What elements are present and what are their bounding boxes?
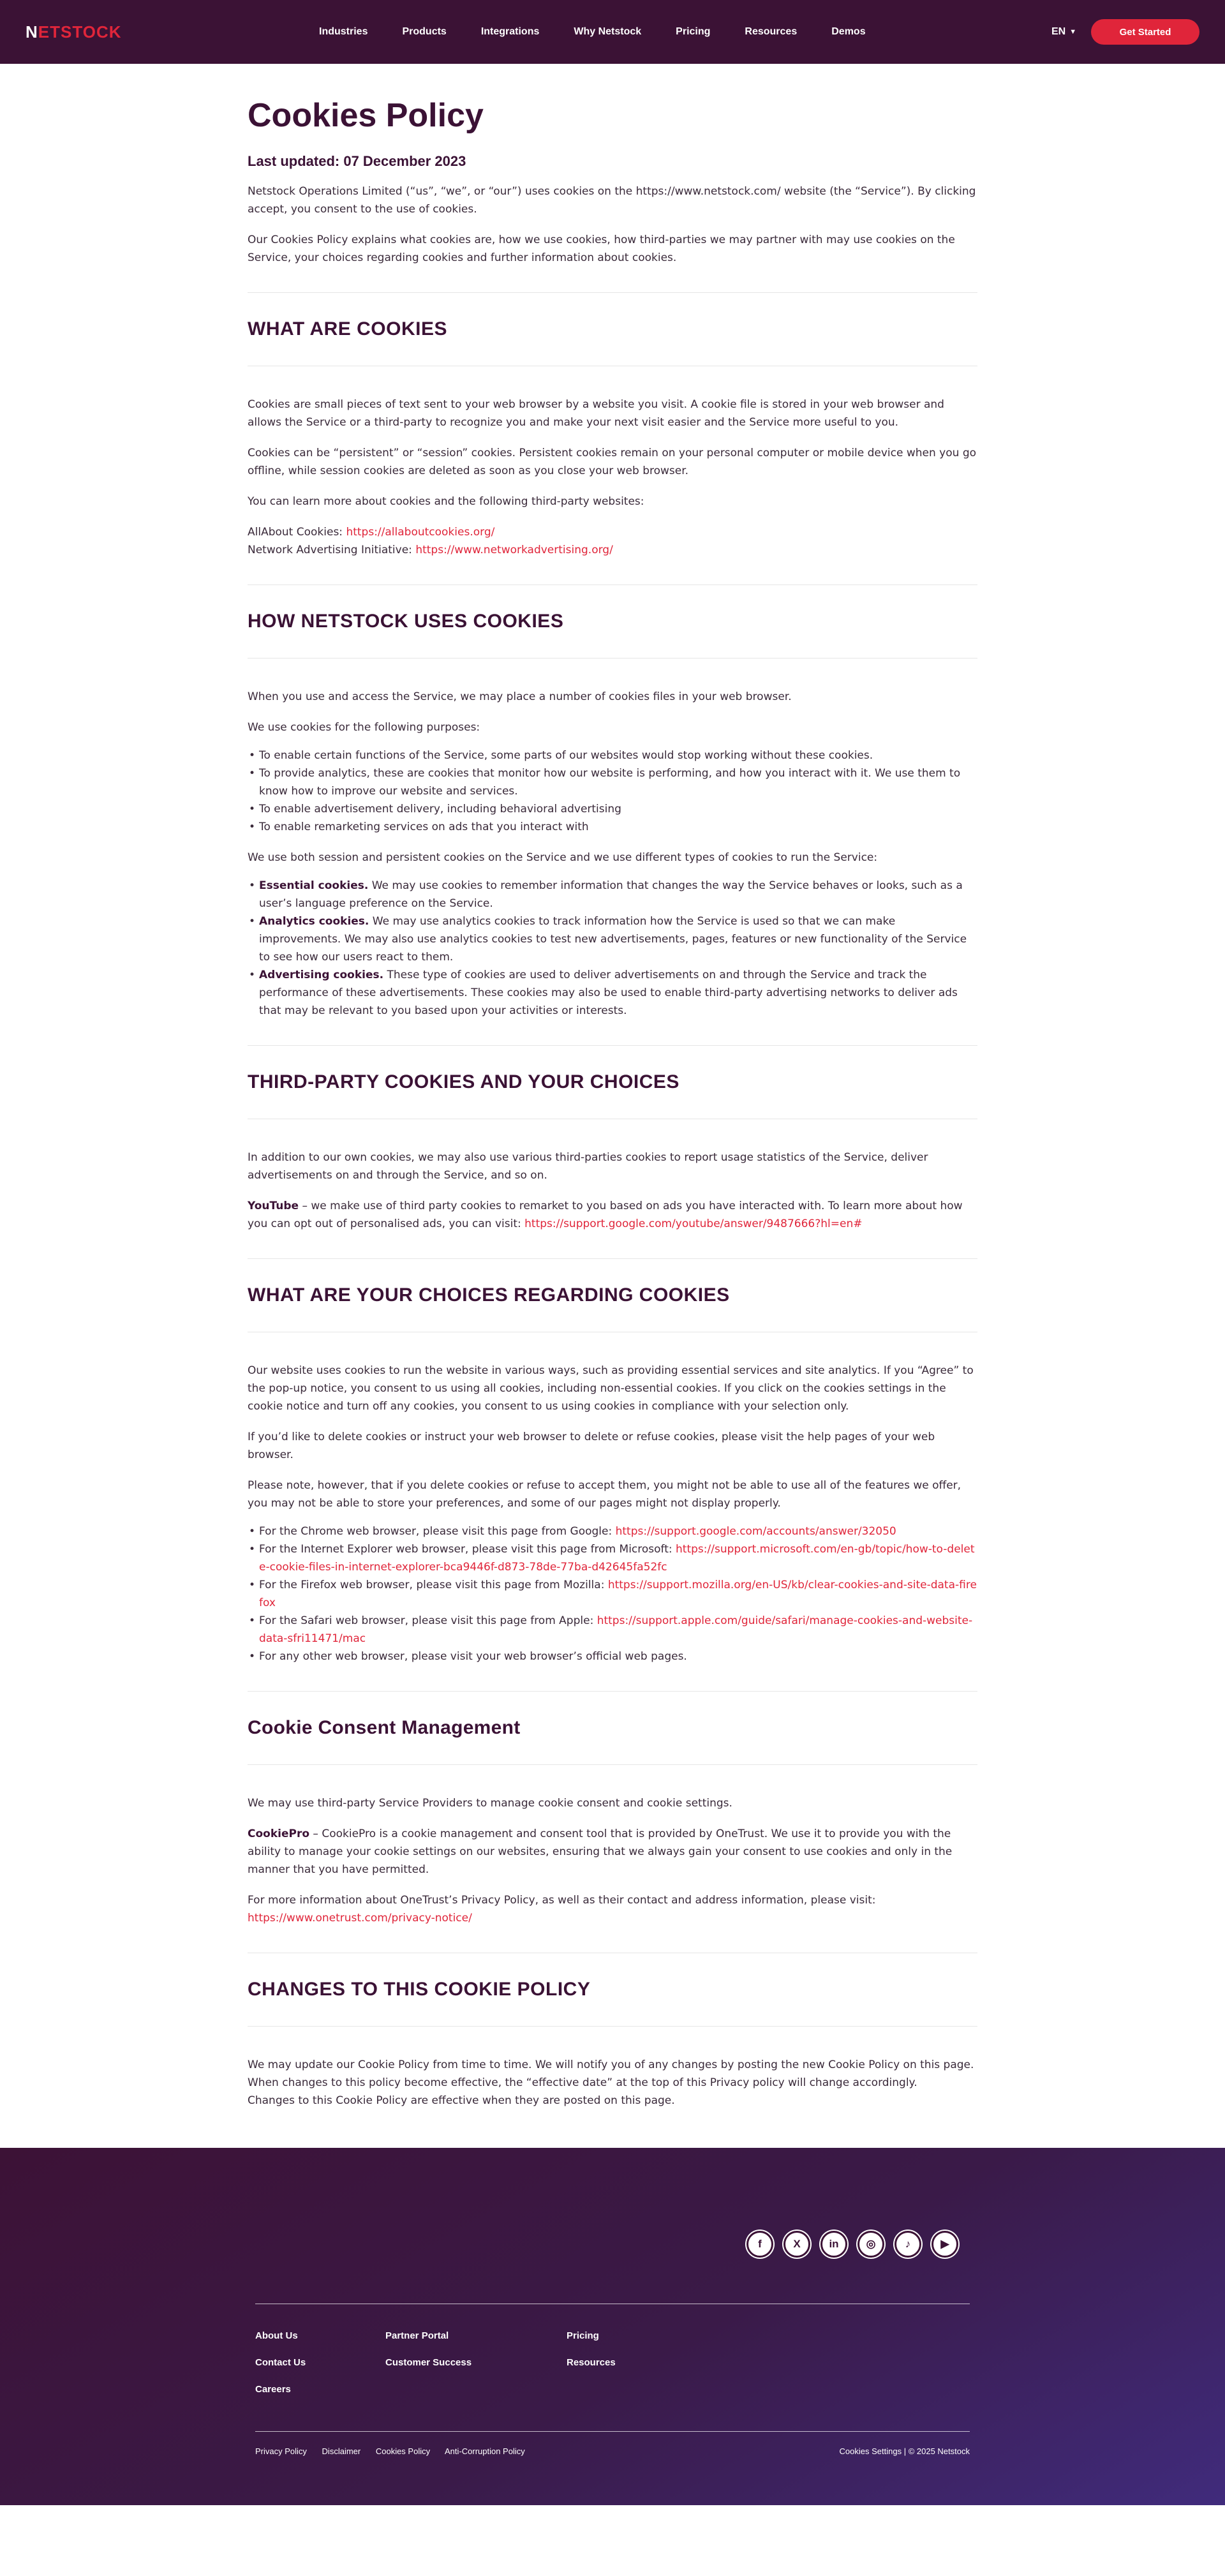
nav-why-netstock[interactable]: Why Netstock [574,26,642,37]
divider [248,1691,977,1692]
footer-partner-portal[interactable]: Partner Portal [385,2330,449,2342]
list-item: • To enable advertisement delivery, including behavioral advertising [259,800,977,818]
footer-divider [255,2431,970,2432]
purposes-list [248,747,977,836]
nav-pricing[interactable]: Pricing [676,26,711,37]
x-icon[interactable]: X [783,2231,810,2258]
cookies-policy-content [248,64,977,2148]
changes-line-2: When changes to this policy become effective, the “effective date” at the top of this Privacy policy will change accordingly. [248,2076,917,2090]
footer-disclaimer[interactable]: Disclaimer [322,2446,361,2457]
nai-label: Network Advertising Initiative: [248,544,416,557]
consent-p1: We may use third-party Service Providers to manage cookie consent and cookie settings. [248,1797,732,1810]
divider [248,2026,977,2027]
what-are-p3: You can learn more about cookies and the following third-party websites: [248,495,644,509]
tiktok-icon[interactable]: ♪ [895,2231,921,2258]
linkedin-icon[interactable]: in [820,2231,847,2258]
section-heading-changes: CHANGES TO THIS COOKIE POLICY [248,1979,591,2000]
footer-cookies-policy[interactable]: Cookies Policy [375,2446,431,2457]
section-heading-consent: Cookie Consent Management [248,1717,521,1739]
get-started-button[interactable]: Get Started [1091,19,1199,45]
firefox-text: For the Firefox web browser, please visit this page from Mozilla: [259,1579,608,1592]
firefox-link[interactable]: https://support.mozilla.org/en-US/kb/clear-cookies-and-site-data-firefox [259,1579,977,1610]
social-links [746,2231,958,2258]
advertising-term: Advertising cookies. [259,969,384,982]
changes-paragraph [248,2056,977,2110]
safari-text: For the Safari web browser, please visit this page from Apple: [259,1614,597,1628]
youtube-icon[interactable]: ▶ [932,2231,958,2258]
list-item [259,912,977,966]
third-party-links [248,523,977,559]
footer-customer-success[interactable]: Customer Success [385,2357,472,2369]
footer-pricing[interactable]: Pricing [567,2330,599,2342]
footer-anti-corruption[interactable]: Anti-Corruption Policy [445,2446,525,2457]
choices-p3: Please note, however, that if you delete cookies or refuse to accept them, you might not be able to use all of the features we offer, you may not be able to store your preferences, and some of our pages might not display properly. [248,1479,961,1510]
intro-paragraph-2: Our Cookies Policy explains what cookies are, how we use cookies, how third-parties we may partner with may use cookies on the Service, your choices regarding cookies and further information about cookies. [248,234,955,265]
footer-contact-us[interactable]: Contact Us [255,2357,306,2369]
section-heading-third-party: THIRD-PARTY COOKIES AND YOUR CHOICES [248,1071,679,1093]
nav-integrations[interactable]: Integrations [480,26,540,37]
choices-p1: Our website uses cookies to run the website in various ways, such as providing essential services and site analytics. If you “Agree” to the pop-up notice, you consent to us using all cookies, including non-essential cookies. If you click on the cookies settings in the cookie notice and turn off any cookies, you consent to us using cookies in compliance with your selection only. [248,1364,974,1413]
onetrust-text: For more information about OneTrust’s Privacy Policy, as well as their contact and address information, please visit: [248,1894,876,1907]
divider [248,584,977,585]
language-selector[interactable] [1051,26,1076,38]
section-heading-choices: WHAT ARE YOUR CHOICES REGARDING COOKIES [248,1284,730,1306]
browser-list [248,1523,977,1665]
divider [248,658,977,659]
other-browser-text: For any other web browser, please visit your web browser’s official web pages. [259,1650,687,1664]
analytics-term: Analytics cookies. [259,915,369,928]
list-item [259,1612,977,1648]
third-party-p1: In addition to our own cookies, we may also use various third-parties cookies to report usage statistics of the Service, deliver advertisements on and through the Service, and so on. [248,1151,928,1182]
footer-bottom [255,2446,970,2456]
choices-p2: If you’d like to delete cookies or instruct your web browser to delete or refuse cookies, please visit the help pages of your web browser. [248,1431,935,1462]
nav-demos[interactable]: Demos [831,26,866,37]
onetrust-paragraph [248,1891,977,1927]
chrome-text: For the Chrome web browser, please visit this page from Google: [259,1525,616,1538]
chevron-down-icon: ▼ [1069,28,1077,36]
main-nav [319,26,900,38]
footer-copyright[interactable]: Cookies Settings | © 2025 Netstock [839,2446,970,2457]
youtube-opt-out-link[interactable]: https://support.google.com/youtube/answer/9487666?hl=en# [524,1217,863,1231]
section-heading-how-uses: HOW NETSTOCK USES COOKIES [248,611,564,632]
last-updated: Last updated: 07 December 2023 [248,153,466,170]
what-are-p2: Cookies can be “persistent” or “session” cookies. Persistent cookies remain on your personal computer or mobile device when you go offline, while session cookies are deleted as soon as you close your web browser. [248,447,977,478]
changes-line-3: Changes to this Cookie Policy are effective when they are posted on this page. [248,2094,675,2108]
divider [248,1764,977,1765]
list-item [259,1540,977,1576]
list-item [259,1576,977,1612]
list-item [259,966,977,1020]
page-title: Cookies Policy [248,97,484,134]
allabout-cookies-link[interactable]: https://allaboutcookies.org/ [346,526,495,539]
essential-term: Essential cookies. [259,879,369,893]
cookie-types-list [248,877,977,1020]
network-advertising-link[interactable]: https://www.networkadvertising.org/ [415,544,613,557]
nav-resources[interactable]: Resources [745,26,798,37]
instagram-icon[interactable]: ◎ [858,2231,884,2258]
section-heading-what-are-cookies: WHAT ARE COOKIES [248,318,447,340]
footer-careers[interactable]: Careers [255,2384,291,2395]
footer-resources[interactable]: Resources [567,2357,616,2369]
changes-line-1: We may update our Cookie Policy from time to time. We will notify you of any changes by posting the new Cookie Policy on this page. [248,2059,974,2072]
chrome-link[interactable]: https://support.google.com/accounts/answer/32050 [615,1525,896,1538]
ie-text: For the Internet Explorer web browser, please visit this page from Microsoft: [259,1543,676,1556]
intro-paragraph-1: Netstock Operations Limited (“us”, “we”, or “our”) uses cookies on the https://www.netstock.com/ website (the “Service”). By clicking accept, you consent to the use of cookies. [248,185,976,216]
onetrust-privacy-link[interactable]: https://www.onetrust.com/privacy-notice/ [248,1912,472,1925]
list-item [259,1648,977,1665]
cookiepro-term: CookiePro [248,1828,310,1841]
youtube-text: – we make use of third party cookies to remarket to you based on ads you have interacted with. To learn more about how you can opt out of personalised ads, you can visit: [248,1200,963,1231]
safari-link[interactable]: https://support.apple.com/guide/safari/manage-cookies-and-website-data-sfri11471/mac [259,1614,973,1646]
cookiepro-text: – CookiePro is a cookie management and consent tool that is provided by OneTrust. We use it to provide you with the ability to manage your cookie settings on our websites, ensuring that we always gain your consent to use cookies and only in the manner that you have permitted. [248,1828,953,1877]
list-item [259,1523,977,1540]
netstock-logo[interactable]: NETSTOCK [26,22,122,41]
nav-products[interactable]: Products [402,26,447,37]
what-are-p1: Cookies are small pieces of text sent to your web browser by a website you visit. A cookie file is stored in your web browser and allows the Service or a third-party to recognize you and make your next visit easier and the Service more useful to you. [248,398,944,429]
how-uses-p3: We use both session and persistent cookies on the Service and we use different types of cookies to run the Service: [248,851,878,865]
footer-about-us[interactable]: About Us [255,2330,298,2342]
divider [248,1258,977,1259]
list-item [259,877,977,912]
footer-privacy-policy[interactable]: Privacy Policy [255,2446,307,2457]
allabout-label: AllAbout Cookies: [248,526,346,539]
list-item: • To enable certain functions of the Service, some parts of our websites would stop working without these cookies. [259,747,977,764]
language-label: EN [1051,26,1066,37]
facebook-icon[interactable]: f [746,2231,773,2258]
advertising-text: These type of cookies are used to deliver advertisements on and through the Service and track the performance of these advertisements. These cookies may also be used to enable third-party advertising networks to deliver ads that may be relevant to you based upon your activities or interests. [259,969,958,1018]
divider [248,292,977,293]
youtube-paragraph [248,1197,977,1233]
how-uses-p2: We use cookies for the following purposes: [248,721,480,734]
divider [248,1045,977,1046]
essential-text: We may use cookies to remember information that changes the way the Service behaves or looks, such as a user’s language preference on the Service. [259,879,963,911]
how-uses-p1: When you use and access the Service, we may place a number of cookies files in your web browser. [248,690,792,704]
ie-link[interactable]: https://support.microsoft.com/en-gb/topic/how-to-delete-cookie-files-in-internet-explorer-bca9446f-d873-78de-77ba-d42645fa52fc [259,1543,975,1574]
site-footer [0,2148,1225,2505]
list-item: • To provide analytics, these are cookies that monitor how our website is performing, and how you interact with it. We use them to know how to improve our website and services. [259,764,977,800]
cookiepro-paragraph [248,1825,977,1879]
nav-industries[interactable]: Industries [319,26,368,37]
list-item: • To enable remarketing services on ads that you interact with [259,818,977,836]
top-navigation-bar [0,0,1225,64]
youtube-term: YouTube [248,1200,299,1213]
analytics-text: We may use analytics cookies to track information how the Service is used so that we can make improvements. We may also use analytics cookies to test new advertisements, pages, features or new functionality of the Service to see how our users react to them. [259,915,967,964]
